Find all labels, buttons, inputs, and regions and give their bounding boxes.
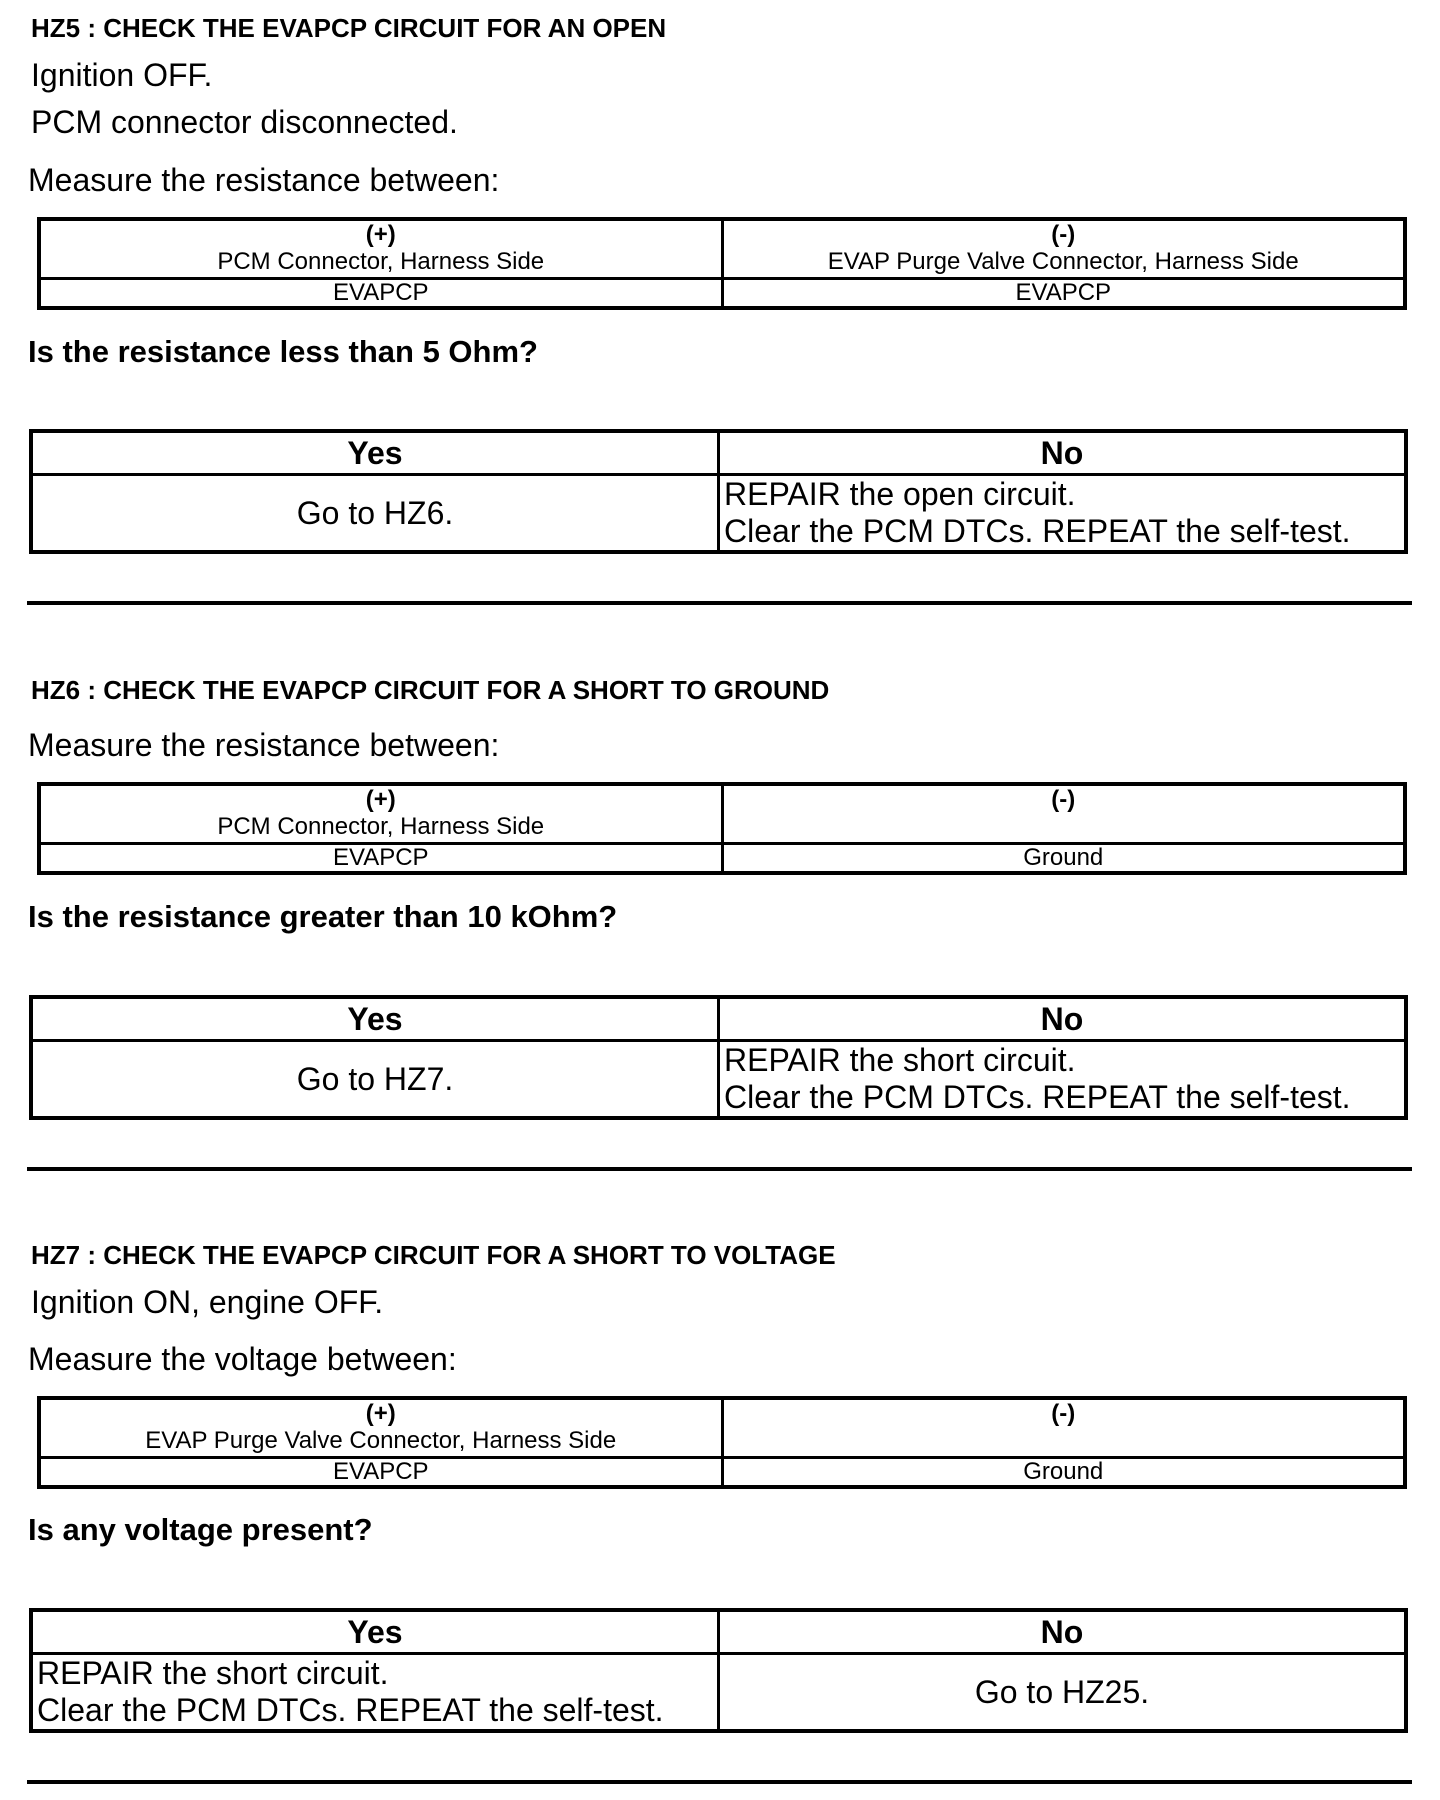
plus-sign: (+) [365,1400,396,1427]
step-hz7-measure-label: Measure the voltage between: [28,1341,457,1377]
section-divider [27,601,1412,605]
no-action [719,1041,1407,1119]
minus-sign: (-) [1051,1400,1076,1427]
plus-pin: EVAPCP [39,1458,722,1488]
step-hz5-instruction-2: PCM connector disconnected. [31,104,458,140]
minus-pin: Ground [722,1458,1405,1488]
yes-action-line: REPAIR the short circuit. [37,1655,389,1691]
no-action [719,1654,1407,1732]
yes-action [31,1041,719,1119]
section-divider [27,1167,1412,1171]
no-header: No [719,431,1407,475]
step-hz7-result-table [29,1608,1408,1733]
yes-action-line: Clear the PCM DTCs. REPEAT the self-test. [37,1692,664,1728]
minus-pin: Ground [722,844,1405,874]
measure-plus-header [39,784,722,844]
no-action-line: Clear the PCM DTCs. REPEAT the self-test. [724,513,1351,549]
plus-connector: EVAP Purge Valve Connector, Harness Side [145,1427,617,1454]
measure-plus-header [39,219,722,279]
minus-connector: EVAP Purge Valve Connector, Harness Side [827,248,1299,275]
step-hz6-measure-table [37,782,1407,875]
measure-plus-header [39,1398,722,1458]
measure-minus-header [722,784,1405,844]
step-hz5-instruction-1: Ignition OFF. [31,57,213,93]
section-divider [27,1780,1412,1784]
no-action-line: Clear the PCM DTCs. REPEAT the self-test. [724,1079,1351,1115]
yes-action [31,475,719,553]
plus-connector: PCM Connector, Harness Side [217,813,545,840]
plus-sign: (+) [365,221,396,248]
step-hz5-result-table [29,429,1408,554]
yes-action [31,1654,719,1732]
step-hz7-title: HZ7 : CHECK THE EVAPCP CIRCUIT FOR A SHORT TO VOLTAGE [31,1240,836,1270]
step-hz5-measure-label: Measure the resistance between: [28,162,500,198]
step-hz5-title: HZ5 : CHECK THE EVAPCP CIRCUIT FOR AN OPEN [31,13,667,43]
yes-action-line: Go to HZ7. [296,1060,454,1097]
minus-pin: EVAPCP [722,279,1405,309]
step-hz7-instruction-1: Ignition ON, engine OFF. [31,1284,384,1320]
minus-sign: (-) [1051,786,1076,813]
plus-pin: EVAPCP [39,279,722,309]
no-header: No [719,997,1407,1041]
yes-header: Yes [31,1610,719,1654]
yes-action-line: Go to HZ6. [296,494,454,531]
no-header: No [719,1610,1407,1654]
plus-connector: PCM Connector, Harness Side [217,248,545,275]
step-hz7-measure-table [37,1396,1407,1489]
no-action-line: REPAIR the open circuit. [724,476,1076,512]
step-hz7-question: Is any voltage present? [28,1512,373,1547]
plus-pin: EVAPCP [39,844,722,874]
step-hz6-title: HZ6 : CHECK THE EVAPCP CIRCUIT FOR A SHORT TO GROUND [31,675,830,705]
step-hz5-measure-table [37,217,1407,310]
step-hz5-question: Is the resistance less than 5 Ohm? [28,334,538,369]
no-action-line: REPAIR the short circuit. [724,1042,1076,1078]
yes-header: Yes [31,997,719,1041]
measure-minus-header [722,1398,1405,1458]
step-hz6-measure-label: Measure the resistance between: [28,727,500,763]
measure-minus-header [722,219,1405,279]
no-action [719,475,1407,553]
step-hz6-question: Is the resistance greater than 10 kOhm? [28,899,618,934]
no-action-line: Go to HZ25. [974,1673,1150,1710]
step-hz6-result-table [29,995,1408,1120]
plus-sign: (+) [365,786,396,813]
minus-sign: (-) [1051,221,1076,248]
yes-header: Yes [31,431,719,475]
